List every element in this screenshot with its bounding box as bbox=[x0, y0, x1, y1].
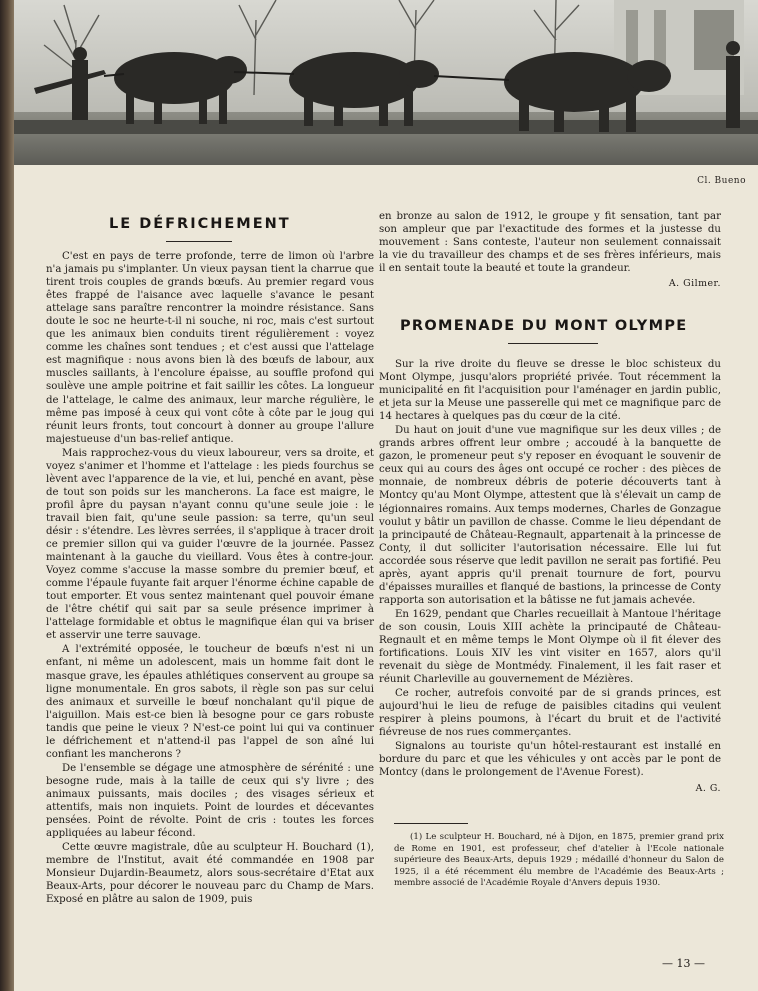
book-binding bbox=[0, 0, 14, 991]
footnote bbox=[394, 832, 724, 890]
title-rule-right bbox=[508, 343, 598, 344]
photo-credit: Cl. Bueno bbox=[697, 176, 746, 186]
article-defrichement-body bbox=[46, 250, 374, 906]
paragraph: En 1629, pendant que Charles recueillait à Mantoue l'héritage de son cousin, Louis XIII achète la principauté de Château-Regnault et en même temps le Mont Olympe où il fit élever des fortifications. Louis XIV les vint visiter en 1657, alors qu'il revenait du siège de Montmédy. Finalement, il les fait raser et réunit Charleville au gouvernement de Mézières. bbox=[379, 608, 721, 686]
right-column bbox=[379, 210, 721, 290]
paragraph: C'est en pays de terre profonde, terre de limon où l'arbre n'a jamais pu s'implanter. Un vieux paysan tient la charrue que tirent trois couples de grands bœufs. Au premier regard vous êtes frappé de l'aisance avec laquelle s'avance le pesant attelage sans paraître rencontrer la moindre résistance. Sans doute le soc ne heurte-t-il ni souche, ni roc, mais c'est surtout que les animaux bien conduits tirent régulièrement : voyez comme les chaînes sont tendues ; et c'est aussi que l'attelage est magnifique : nous avons bien là des bœufs de labour, aux muscles saillants, à l'encolure épaisse, au souffle profond qui soulève une ample poitrine et fait saillir les côtes. La longueur de l'attelage, le calme des animaux, leur marche régulière, le même pas imposé à ceux qui vont côte à côte par le joug qui réunit leurs fronts, tout concourt à donner au groupe l'allure majestueuse d'un bas-relief antique. bbox=[46, 251, 374, 445]
paragraph: A l'extrémité opposée, le toucheur de bœufs n'est ni un enfant, ni même un adolescent, mais un homme fait dont le masque grave, les épaules athlétiques conservent au groupe sa ligne monumentale. En gros sabots, il règle son pas sur celui des animaux et surveille le bœuf nonchalant qu'il pique de l'aiguillon. Mais est-ce bien là besogne pour ce gars robuste tandis que peine le vieux ? N'est-ce point lui qui va continuer le défrichement et n'attend-il pas l'appel de son aîné lui confiant les mancherons ? bbox=[46, 644, 374, 760]
magazine-page bbox=[14, 0, 758, 991]
footnote-rule bbox=[394, 823, 468, 824]
article-title-mont-olympe: PROMENADE DU MONT OLYMPE bbox=[400, 318, 688, 334]
signature-gilmer: A. Gilmer. bbox=[668, 278, 721, 290]
paragraph: De l'ensemble se dégage une atmosphère de sérénité : une besogne rude, mais à la taille de ceux qui s'y livre ; des animaux puissants, mais dociles ; des visages sérieux et attentifs, mais non inquiets. Point de lourdes et décevantes pensées. Point de révolte. Point de cris : toutes les forces appliquées au labeur fécond. bbox=[46, 762, 374, 840]
page-number: — 13 — bbox=[662, 957, 705, 970]
paragraph: Mais rapprochez-vous du vieux laboureur, vers sa droite, et voyez s'animer et l'homme et l'attelage : les pieds fourchus se lèvent avec l'apparence de la vie, et lui, penché en avant, pèse de tout son poids sur les mancherons. La face est maigre, le profil âpre du paysan n'ayant connu qu'une seule joie : le travail bien fait, qu'une seule passion: sa terre, qu'un seul désir : s'étendre. Les lèvres serrées, il s'applique à tracer droit ce premier sillon qui va guider l'œuvre de la journée. Passez maintenant à la gauche du vieillard. Vous êtes à contre-jour. Voyez comme s'accuse la masse sombre du premier bœuf, et comme l'épaule fuyante fait arquer l'énorme échine capable de tout emporter. Et vous sentez maintenant quel pouvoir émane de l'être chétif qui sait par sa seule présence imprimer à l'attelage formidable et obtus le magnifique élan qui va briser et asservir une terre sauvage. bbox=[46, 447, 374, 642]
paragraph: Signalons au touriste qu'un hôtel-restaurant est installé en bordure du parc et que les véhicules y ont accès par le pont de Montcy (dans le prolongement de l'Avenue Forest). bbox=[379, 741, 721, 779]
footnote-text: (1) Le sculpteur H. Bouchard, né à Dijon, en 1875, premier grand prix de Rome en 1901, est professeur, chef d'atelier à l'Ecole nationale supérieure des Beaux-Arts, depuis 1929 ; médaillé d'honneur du Salon de 1925, il a été récemment élu membre de l'Académie des Beaux-Arts ; membre associé de l'Académie Royale d'Anvers depuis 1930. bbox=[394, 832, 724, 889]
continuation-paragraph: en bronze au salon de 1912, le groupe y fit sensation, tant par son ampleur que par l'exactitude des formes et la justesse du mouvement : Sans conteste, l'auteur non seulement connaissait la vie du travailleur des champs et de ses frères inférieurs, mais il en sentait toute la beauté et toute la grandeur. bbox=[379, 211, 721, 275]
signature-ag: A. G. bbox=[695, 782, 721, 794]
paragraph: Du haut on jouit d'une vue magnifique sur les deux villes ; de grands arbres offrent leur ombre ; accoudé à la banquette de gazon, le promeneur peut s'y reposer en évoquant le souvenir de ceux qui au cours des âges ont occupé ce rocher : des pièces de monnaie, de nombreux débris de poterie découverts tant à Montcy qu'au Mont Olympe, attestent que là s'élevait un camp de légionnaires romains. Aux temps modernes, Charles de Gonzague voulut y bâtir un pavillon de chasse. Comme le lieu dépendant de la principauté de Château-Regnault, appartenait à la princesse de Conty, il dut solliciter l'autorisation nécessaire. Elle lui fut accordée sous réserve que ledit pavillon ne serait pas fortifié. Peu après, ayant appris qu'il prenait tournure de fort, pourvu d'épaisses murailles et flanqué de bastions, la princesse de Conty rapporta son autorisation et la bâtisse ne fut jamais achevée. bbox=[379, 425, 721, 606]
article-title-defrichement: LE DÉFRICHEMENT bbox=[109, 216, 291, 232]
paragraph: Sur la rive droite du fleuve se dresse le bloc schisteux du Mont Olympe, jusqu'alors propriété privée. Tout récemment la municipalité en fit l'acquisition pour l'aménager en jardin public, et jeta sur la Meuse une passerelle qui met ce magnifique parc de 14 hectares à quelques pas du cœur de la cité. bbox=[379, 359, 721, 423]
article-mont-olympe-body bbox=[379, 358, 721, 795]
oxen-sculpture-image bbox=[14, 0, 758, 165]
paragraph: Ce rocher, autrefois convoité par de si grands princes, est aujourd'hui le lieu de refuge de paisibles citadins qui veulent respirer à pleins poumons, à l'écart du bruit et de l'activité fiévreuse de nos rues commerçantes. bbox=[379, 688, 721, 739]
title-rule-left bbox=[166, 241, 232, 242]
paragraph: Cette œuvre magistrale, dûe au sculpteur H. Bouchard (1), membre de l'Institut, avait été commandée en 1908 par Monsieur Dujardin-Beaumetz, alors sous-secrétaire d'Etat aux Beaux-Arts, pour décorer le nouveau parc du Champ de Mars. Exposé en plâtre au salon de 1909, puis bbox=[46, 842, 374, 906]
sculpture-photo bbox=[14, 0, 758, 165]
